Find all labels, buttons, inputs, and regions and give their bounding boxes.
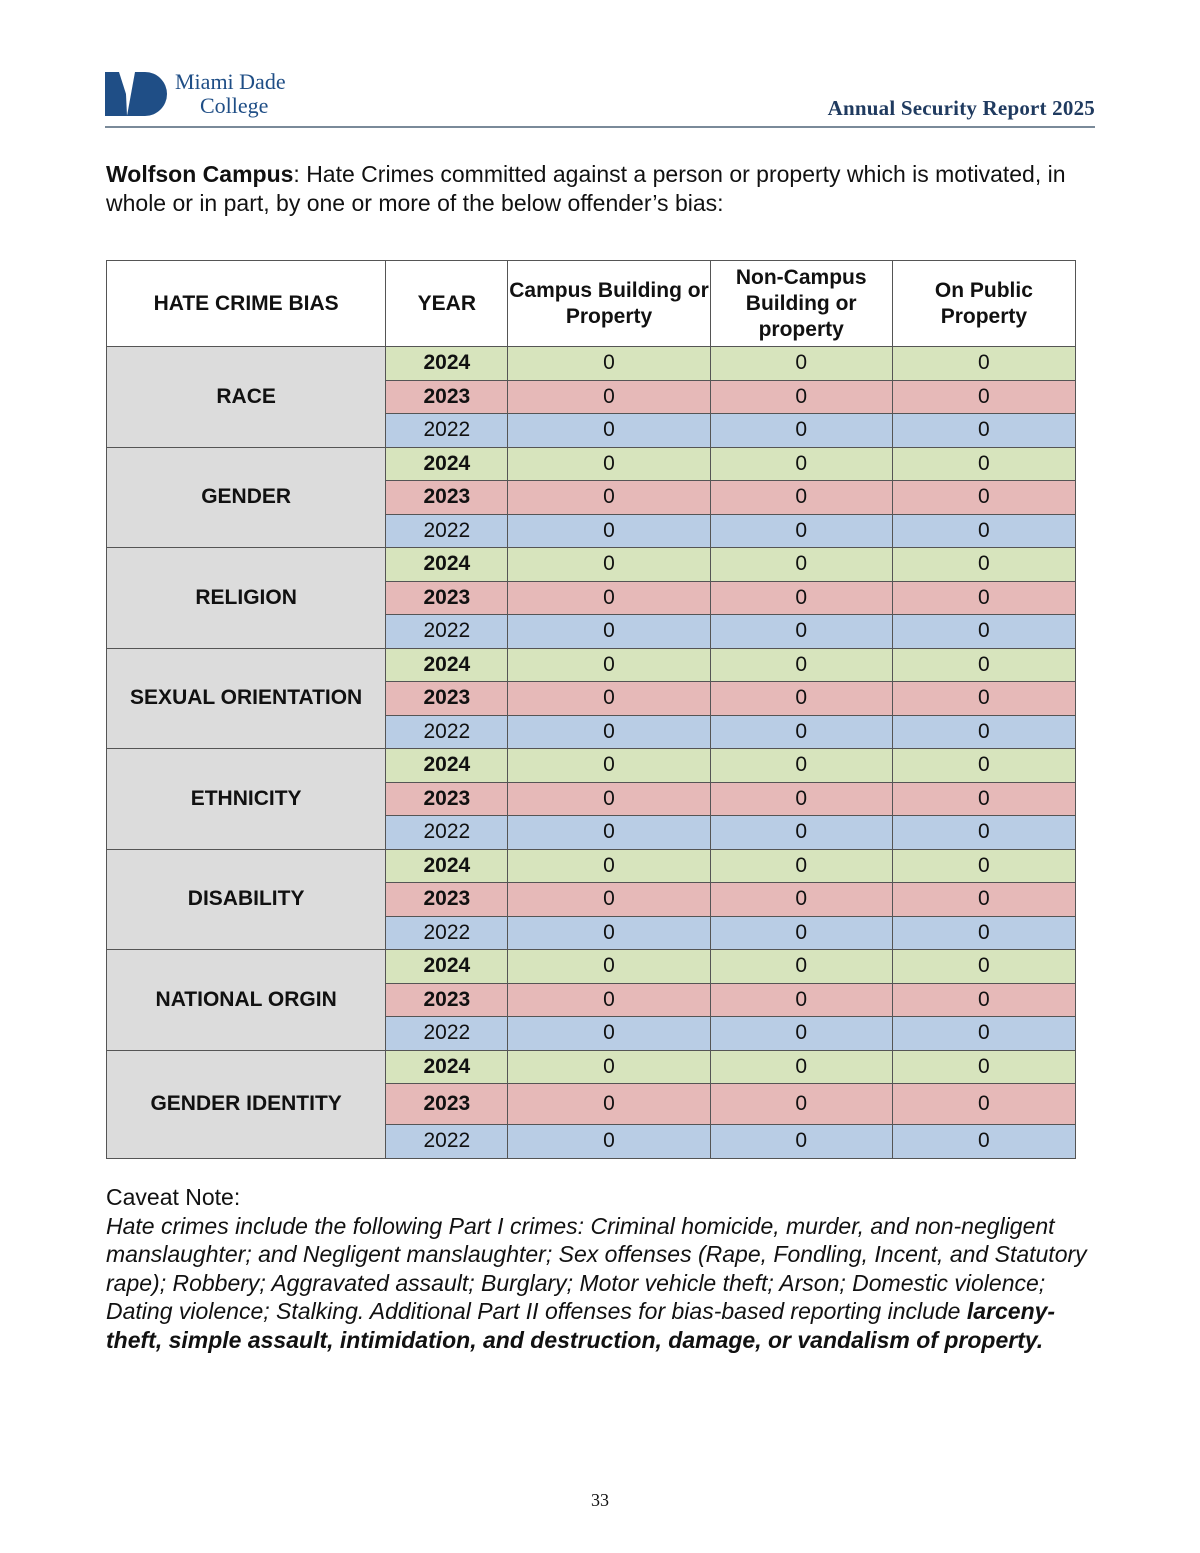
campus-value: 0 bbox=[508, 648, 710, 682]
year-cell: 2023 bbox=[386, 983, 508, 1017]
public-value: 0 bbox=[892, 581, 1075, 615]
noncampus-value: 0 bbox=[710, 447, 892, 481]
logo-line-1: Miami Dade bbox=[175, 69, 286, 94]
year-cell: 2024 bbox=[386, 648, 508, 682]
md-logo-icon bbox=[105, 72, 169, 116]
noncampus-value: 0 bbox=[710, 615, 892, 649]
public-value: 0 bbox=[892, 548, 1075, 582]
bias-category: DISABILITY bbox=[107, 849, 386, 950]
bias-category: SEXUAL ORIENTATION bbox=[107, 648, 386, 749]
bias-category: ETHNICITY bbox=[107, 749, 386, 850]
public-value: 0 bbox=[892, 481, 1075, 515]
public-value: 0 bbox=[892, 347, 1075, 381]
year-cell: 2022 bbox=[386, 615, 508, 649]
bias-category: GENDER IDENTITY bbox=[107, 1050, 386, 1158]
table-body bbox=[107, 347, 1076, 1159]
noncampus-value: 0 bbox=[710, 916, 892, 950]
table-row bbox=[107, 950, 1076, 984]
year-cell: 2024 bbox=[386, 447, 508, 481]
table-row bbox=[107, 1050, 1076, 1084]
public-value: 0 bbox=[892, 1050, 1075, 1084]
public-value: 0 bbox=[892, 950, 1075, 984]
header-noncampus: Non-Campus Building or property bbox=[710, 261, 892, 347]
public-value: 0 bbox=[892, 1125, 1075, 1159]
year-cell: 2023 bbox=[386, 1084, 508, 1125]
intro-text: : Hate Crimes committed against a person or property which is motivated, in whole or in part, by one or more of the below offender’s bias: bbox=[106, 161, 1066, 216]
header-year: YEAR bbox=[386, 261, 508, 347]
year-cell: 2022 bbox=[386, 715, 508, 749]
year-cell: 2022 bbox=[386, 1125, 508, 1159]
caveat-note bbox=[106, 1183, 1096, 1354]
campus-value: 0 bbox=[508, 983, 710, 1017]
noncampus-value: 0 bbox=[710, 347, 892, 381]
year-cell: 2024 bbox=[386, 849, 508, 883]
noncampus-value: 0 bbox=[710, 849, 892, 883]
header-campus: Campus Building or Property bbox=[508, 261, 710, 347]
noncampus-value: 0 bbox=[710, 581, 892, 615]
year-cell: 2024 bbox=[386, 1050, 508, 1084]
year-cell: 2022 bbox=[386, 414, 508, 448]
noncampus-value: 0 bbox=[710, 1050, 892, 1084]
logo-line-2: College bbox=[200, 93, 269, 118]
campus-value: 0 bbox=[508, 548, 710, 582]
campus-value: 0 bbox=[508, 581, 710, 615]
public-value: 0 bbox=[892, 816, 1075, 850]
college-logo bbox=[105, 70, 315, 120]
campus-value: 0 bbox=[508, 883, 710, 917]
caveat-title: Caveat Note: bbox=[106, 1184, 241, 1210]
campus-value: 0 bbox=[508, 447, 710, 481]
noncampus-value: 0 bbox=[710, 715, 892, 749]
noncampus-value: 0 bbox=[710, 414, 892, 448]
table-row bbox=[107, 347, 1076, 381]
campus-value: 0 bbox=[508, 1125, 710, 1159]
header-bias: HATE CRIME BIAS bbox=[107, 261, 386, 347]
campus-value: 0 bbox=[508, 916, 710, 950]
campus-value: 0 bbox=[508, 849, 710, 883]
public-value: 0 bbox=[892, 983, 1075, 1017]
year-cell: 2023 bbox=[386, 782, 508, 816]
campus-value: 0 bbox=[508, 1017, 710, 1051]
public-value: 0 bbox=[892, 1017, 1075, 1051]
public-value: 0 bbox=[892, 615, 1075, 649]
year-cell: 2023 bbox=[386, 682, 508, 716]
noncampus-value: 0 bbox=[710, 514, 892, 548]
bias-category: RELIGION bbox=[107, 548, 386, 649]
year-cell: 2023 bbox=[386, 581, 508, 615]
bias-category: GENDER bbox=[107, 447, 386, 548]
public-value: 0 bbox=[892, 782, 1075, 816]
year-cell: 2024 bbox=[386, 950, 508, 984]
table-row bbox=[107, 447, 1076, 481]
year-cell: 2023 bbox=[386, 380, 508, 414]
noncampus-value: 0 bbox=[710, 380, 892, 414]
public-value: 0 bbox=[892, 883, 1075, 917]
noncampus-value: 0 bbox=[710, 548, 892, 582]
noncampus-value: 0 bbox=[710, 883, 892, 917]
campus-value: 0 bbox=[508, 514, 710, 548]
logo-wordmark bbox=[175, 70, 286, 118]
page-number: 33 bbox=[591, 1490, 609, 1510]
campus-value: 0 bbox=[508, 414, 710, 448]
year-cell: 2024 bbox=[386, 347, 508, 381]
campus-value: 0 bbox=[508, 380, 710, 414]
campus-value: 0 bbox=[508, 615, 710, 649]
year-cell: 2024 bbox=[386, 749, 508, 783]
table-row bbox=[107, 749, 1076, 783]
bias-category: RACE bbox=[107, 347, 386, 448]
noncampus-value: 0 bbox=[710, 782, 892, 816]
campus-value: 0 bbox=[508, 715, 710, 749]
public-value: 0 bbox=[892, 715, 1075, 749]
campus-value: 0 bbox=[508, 682, 710, 716]
public-value: 0 bbox=[892, 514, 1075, 548]
noncampus-value: 0 bbox=[710, 648, 892, 682]
public-value: 0 bbox=[892, 380, 1075, 414]
year-cell: 2023 bbox=[386, 481, 508, 515]
header-divider bbox=[105, 126, 1095, 128]
table-row bbox=[107, 548, 1076, 582]
noncampus-value: 0 bbox=[710, 1125, 892, 1159]
year-cell: 2022 bbox=[386, 514, 508, 548]
campus-value: 0 bbox=[508, 1050, 710, 1084]
public-value: 0 bbox=[892, 414, 1075, 448]
public-value: 0 bbox=[892, 447, 1075, 481]
year-cell: 2023 bbox=[386, 883, 508, 917]
table-row bbox=[107, 648, 1076, 682]
header-public: On Public Property bbox=[892, 261, 1075, 347]
caveat-text: Hate crimes include the following Part I crimes: Criminal homicide, murder, and non-negligent manslaughter; and Negligent manslaughter; Sex offenses (Rape, Fondling, Incent, and Statutory rape); Robbery; Aggravated assault; Burglary; Motor vehicle theft; Arson; Domestic violence; Dating violence; Stalking. Additional Part II offenses for bias-based reporting include bbox=[106, 1212, 1087, 1324]
table-row bbox=[107, 849, 1076, 883]
noncampus-value: 0 bbox=[710, 816, 892, 850]
caveat-bold-text: larceny-theft, simple assault, intimidation, and destruction, damage, or vandalism of property. bbox=[106, 1298, 1056, 1353]
noncampus-value: 0 bbox=[710, 481, 892, 515]
bias-category: NATIONAL ORGIN bbox=[107, 950, 386, 1051]
public-value: 0 bbox=[892, 648, 1075, 682]
public-value: 0 bbox=[892, 1084, 1075, 1125]
noncampus-value: 0 bbox=[710, 682, 892, 716]
campus-value: 0 bbox=[508, 782, 710, 816]
campus-value: 0 bbox=[508, 816, 710, 850]
public-value: 0 bbox=[892, 749, 1075, 783]
report-title: Annual Security Report 2025 bbox=[827, 96, 1095, 120]
public-value: 0 bbox=[892, 849, 1075, 883]
campus-name: Wolfson Campus bbox=[106, 161, 294, 187]
campus-value: 0 bbox=[508, 950, 710, 984]
public-value: 0 bbox=[892, 916, 1075, 950]
campus-value: 0 bbox=[508, 1084, 710, 1125]
campus-value: 0 bbox=[508, 749, 710, 783]
table-header-row bbox=[107, 261, 1076, 347]
intro-paragraph bbox=[106, 160, 1086, 218]
noncampus-value: 0 bbox=[710, 1084, 892, 1125]
year-cell: 2024 bbox=[386, 548, 508, 582]
noncampus-value: 0 bbox=[710, 983, 892, 1017]
year-cell: 2022 bbox=[386, 816, 508, 850]
page-header bbox=[105, 68, 1095, 128]
caveat-body bbox=[106, 1212, 1096, 1355]
public-value: 0 bbox=[892, 682, 1075, 716]
noncampus-value: 0 bbox=[710, 950, 892, 984]
campus-value: 0 bbox=[508, 347, 710, 381]
hate-crime-table bbox=[106, 260, 1076, 1159]
noncampus-value: 0 bbox=[710, 749, 892, 783]
noncampus-value: 0 bbox=[710, 1017, 892, 1051]
year-cell: 2022 bbox=[386, 916, 508, 950]
year-cell: 2022 bbox=[386, 1017, 508, 1051]
campus-value: 0 bbox=[508, 481, 710, 515]
